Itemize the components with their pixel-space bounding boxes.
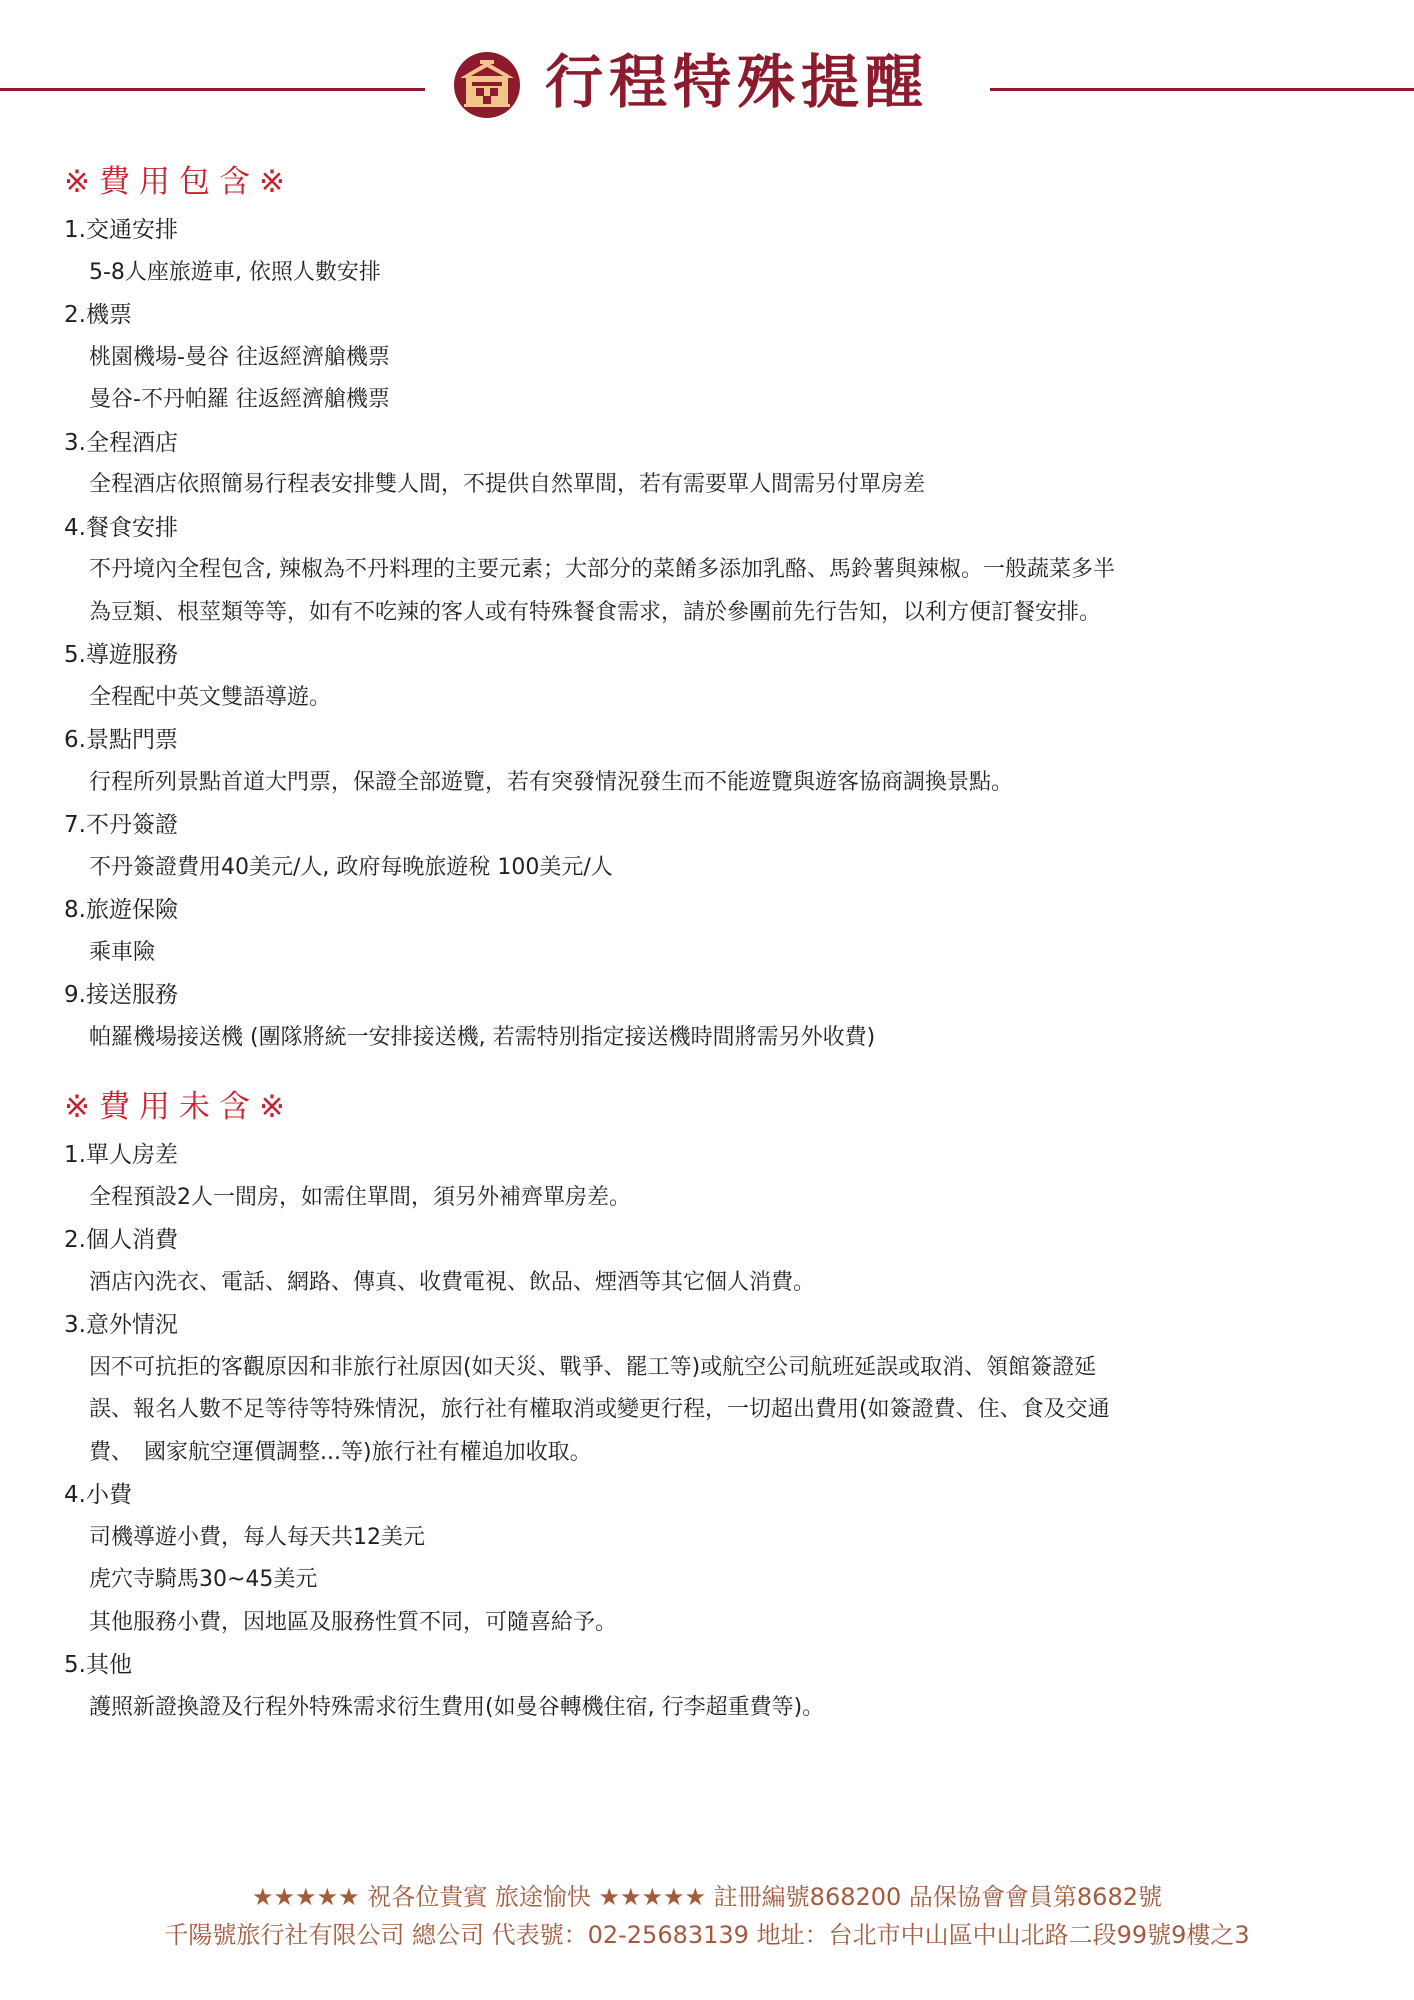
temple-logo-icon	[452, 50, 522, 120]
header-rule-right	[990, 88, 1414, 91]
footer-company-info: 千陽號旅行社有限公司 總公司 代表號：02-25683139 地址：台北市中山區中山北路二段99號9樓之3	[164, 1921, 1250, 1949]
item-detail-line: 費、 國家航空運價調整...等)旅行社有權追加收取。	[89, 1439, 592, 1465]
item-heading: 1.單人房差	[64, 1142, 178, 1168]
footer-greeting: ★★★★★ 祝各位貴賓 旅途愉快 ★★★★★ 註冊編號868200 品保協會會員第8682號	[252, 1883, 1162, 1911]
item-detail-line: 全程預設2人一間房，如需住單間，須另外補齊單房差。	[89, 1184, 631, 1210]
section-title: ※費用包含※	[64, 164, 294, 200]
item-heading: 9.接送服務	[64, 982, 178, 1008]
item-heading: 3.意外情況	[64, 1312, 178, 1338]
item-detail-line: 不丹境內全程包含, 辣椒為不丹料理的主要元素；大部分的菜餚多添加乳酪、馬鈴薯與辣椒。一般蔬菜多半	[89, 557, 1115, 582]
page-title: 行程特殊提醒	[545, 48, 930, 116]
item-detail-line: 乘車險	[89, 939, 156, 965]
item-detail-line: 護照新證換證及行程外特殊需求衍生費用(如曼谷轉機住宿, 行李超重費等)。	[89, 1694, 825, 1720]
item-detail-line: 桃園機場-曼谷 往返經濟艙機票	[89, 344, 390, 370]
header-rule-left	[0, 88, 425, 91]
item-detail-line: 行程所列景點首道大門票，保證全部遊覽，若有突發情況發生而不能遊覽與遊客協商調換景點。	[89, 769, 1014, 795]
item-detail-line: 為豆類、根莖類等等，如有不吃辣的客人或有特殊餐食需求，請於參團前先行告知，以利方便訂餐安排。	[89, 599, 1102, 625]
item-heading: 6.景點門票	[64, 727, 178, 753]
document-body	[64, 160, 1354, 1729]
item-detail-line: 全程配中英文雙語導遊。	[89, 684, 332, 710]
item-heading: 2.個人消費	[64, 1227, 178, 1253]
item-detail-line: 酒店內洗衣、電話、網路、傳真、收費電視、飲品、煙酒等其它個人消費。	[89, 1269, 816, 1295]
item-detail-line: 誤、報名人數不足等待等特殊情況，旅行社有權取消或變更行程，一切超出費用(如簽證費、住、食及交通	[89, 1397, 1110, 1422]
section-included	[64, 160, 1354, 1059]
item-detail-line: 全程酒店依照簡易行程表安排雙人間，不提供自然單間，若有需要單人間需另付單房差	[89, 472, 926, 497]
item-detail-line: 司機導遊小費，每人每天共12美元	[89, 1524, 425, 1550]
item-detail-line: 不丹簽證費用40美元/人, 政府每晚旅遊稅 100美元/人	[89, 854, 613, 880]
section-excluded	[64, 1085, 1354, 1729]
section-spacer	[64, 1059, 1354, 1085]
item-detail-line: 5-8人座旅遊車, 依照人數安排	[89, 259, 381, 285]
item-detail-line: 因不可抗拒的客觀原因和非旅行社原因(如天災、戰爭、罷工等)或航空公司航班延誤或取消、領館簽證延	[89, 1354, 1097, 1380]
item-heading: 7.不丹簽證	[64, 812, 178, 838]
item-heading: 4.餐食安排	[64, 514, 178, 541]
item-detail-line: 虎穴寺騎馬30~45美元	[89, 1567, 318, 1592]
section-title: ※費用未含※	[64, 1089, 294, 1125]
item-heading: 8.旅遊保險	[64, 897, 178, 923]
item-heading: 4.小費	[64, 1482, 132, 1508]
item-heading: 2.機票	[64, 302, 132, 328]
item-detail-line: 帕羅機場接送機 (團隊將統一安排接送機, 若需特別指定接送機時間將需另外收費)	[89, 1024, 876, 1050]
item-detail-line: 其他服務小費，因地區及服務性質不同，可隨喜給予。	[89, 1609, 618, 1635]
item-detail-line: 曼谷-不丹帕羅 往返經濟艙機票	[89, 387, 390, 412]
item-heading: 5.其他	[64, 1652, 132, 1678]
item-heading: 1.交通安排	[64, 217, 178, 243]
item-heading: 5.導遊服務	[64, 642, 178, 668]
item-heading: 3.全程酒店	[64, 429, 178, 456]
